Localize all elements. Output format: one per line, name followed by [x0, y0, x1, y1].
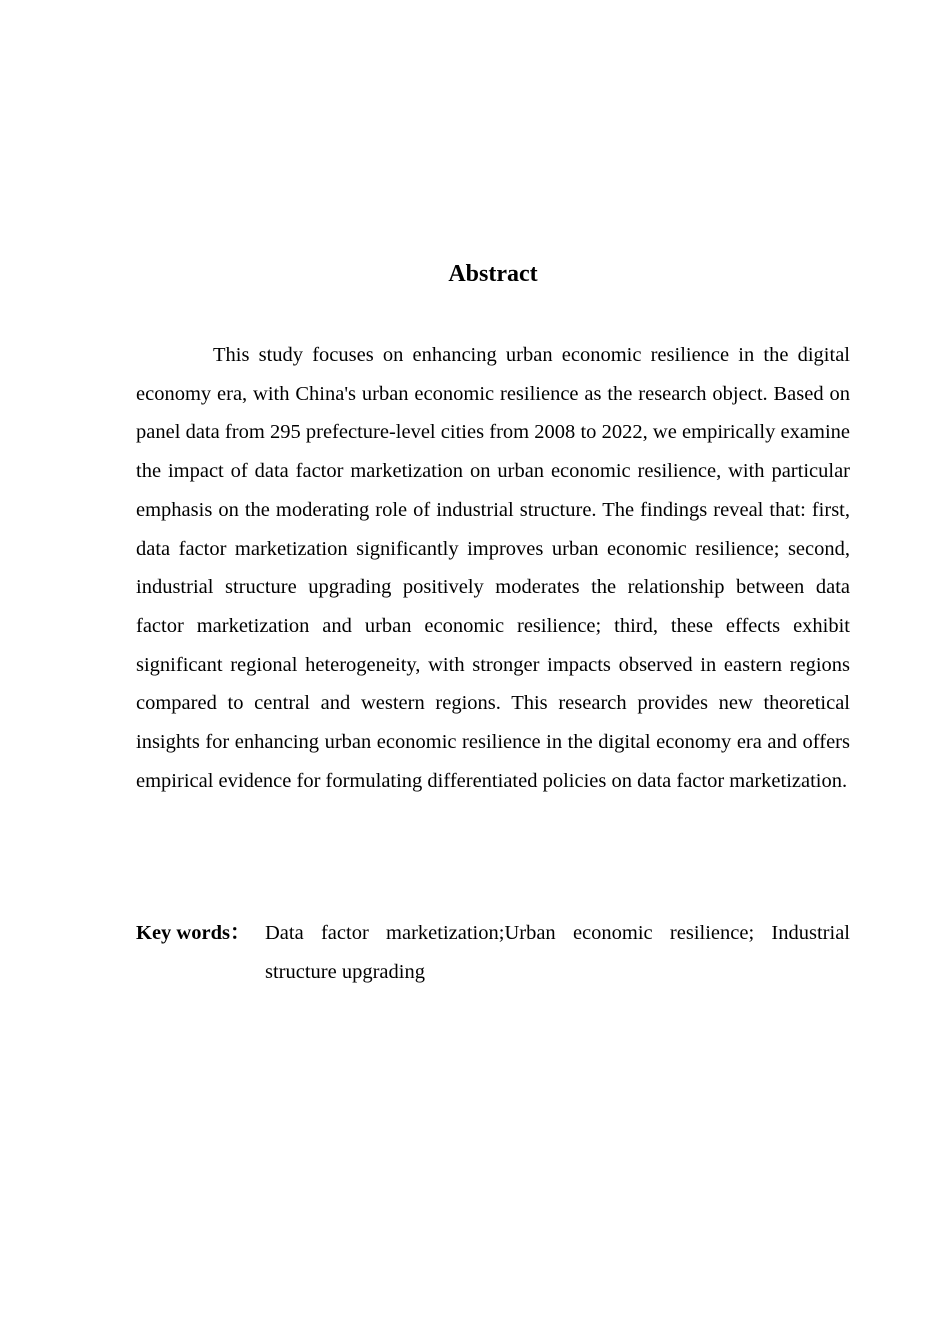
- keywords-label: Key words：: [136, 922, 251, 944]
- abstract-title: Abstract: [448, 261, 538, 287]
- keywords-value: Data factor marketization;Urban economic resilience; Industrial structure upgrading: [265, 922, 850, 983]
- keywords-section: [136, 914, 850, 991]
- abstract-body: This study focuses on enhancing urban economic resilience in the digital economy era, with China's urban economic resilience as the research object. Based on panel data from 295 prefecture-level cities from 2008 to 2022, we empirically examine the impact of data factor marketization on urban economic resilience, with particular emphasis on the moderating role of industrial structure. The findings reveal that: first, data factor marketization significantly improves urban economic resilience; second, industrial structure upgrading positively moderates the relationship between data factor marketization and urban economic resilience; third, these effects exhibit significant regional heterogeneity, with stronger impacts observed in eastern regions compared to central and western regions. This research provides new theoretical insights for enhancing urban economic resilience in the digital economy era and offers empirical evidence for formulating differentiated policies on data factor marketization.: [136, 344, 850, 792]
